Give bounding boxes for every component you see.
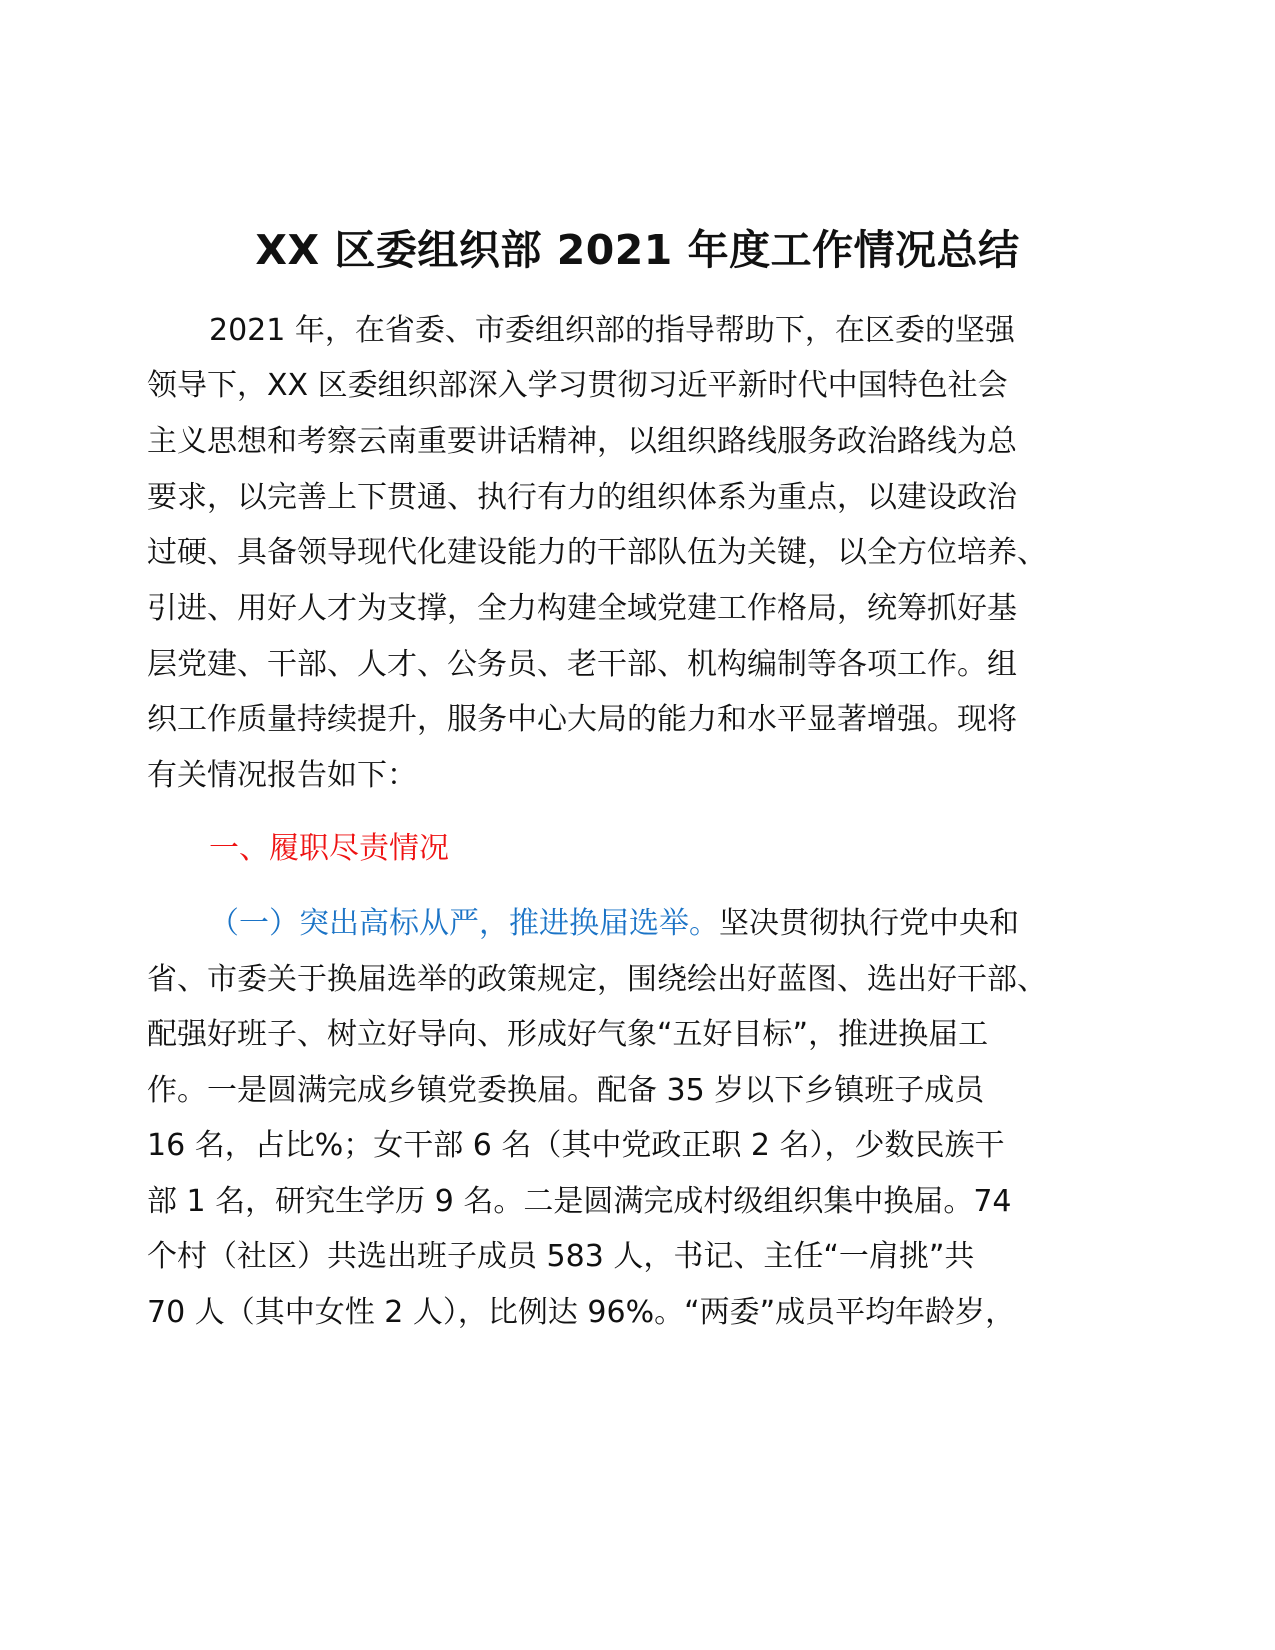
paragraph-line: 部 1 名，研究生学历 9 名。二是圆满完成村级组织集中换届。74 <box>147 1184 1012 1219</box>
paragraph-line: 织工作质量持续提升，服务中心大局的能力和水平显著增强。现将 <box>147 702 1017 737</box>
paragraph-line: 有关情况报告如下： <box>147 758 417 793</box>
document-title: XX 区委组织部 2021 年度工作情况总结 <box>255 226 1020 274</box>
paragraph-line: 层党建、干部、人才、公务员、老干部、机构编制等各项工作。组 <box>147 647 1017 682</box>
paragraph-line: 引进、用好人才为支撑，全力构建全域党建工作格局，统筹抓好基 <box>147 591 1017 626</box>
paragraph-line <box>209 902 1019 946</box>
paragraph-line: 要求，以完善上下贯通、执行有力的组织体系为重点，以建设政治 <box>147 480 1017 515</box>
subsection-heading: （一）突出高标从严，推进换届选举。 <box>209 906 719 941</box>
paragraph-line: 个村（社区）共选出班子成员 583 人，书记、主任“一肩挑”共 <box>147 1239 975 1274</box>
paragraph-line: 省、市委关于换届选举的政策规定，围绕绘出好蓝图、选出好干部、 <box>147 962 1047 997</box>
paragraph-line: 2021 年，在省委、市委组织部的指导帮助下，在区委的坚强 <box>209 313 1015 348</box>
paragraph-line: 配强好班子、树立好导向、形成好气象“五好目标”，推进换届工 <box>147 1017 989 1052</box>
section-heading: 一、履职尽责情况 <box>209 831 449 866</box>
paragraph-line: 16 名，占比%；女干部 6 名（其中党政正职 2 名），少数民族干 <box>147 1128 1005 1163</box>
paragraph-text: 坚决贯彻执行党中央和 <box>719 906 1019 941</box>
paragraph-line: 主义思想和考察云南重要讲话精神，以组织路线服务政治路线为总 <box>147 424 1017 459</box>
paragraph-line: 领导下，XX 区委组织部深入学习贯彻习近平新时代中国特色社会 <box>147 368 1008 403</box>
paragraph-line: 70 人（其中女性 2 人），比例达 96%。“两委”成员平均年龄岁， <box>147 1295 1016 1330</box>
paragraph-line: 过硬、具备领导现代化建设能力的干部队伍为关键，以全方位培养、 <box>147 535 1047 570</box>
paragraph-line: 作。一是圆满完成乡镇党委换届。配备 35 岁以下乡镇班子成员 <box>147 1073 985 1108</box>
